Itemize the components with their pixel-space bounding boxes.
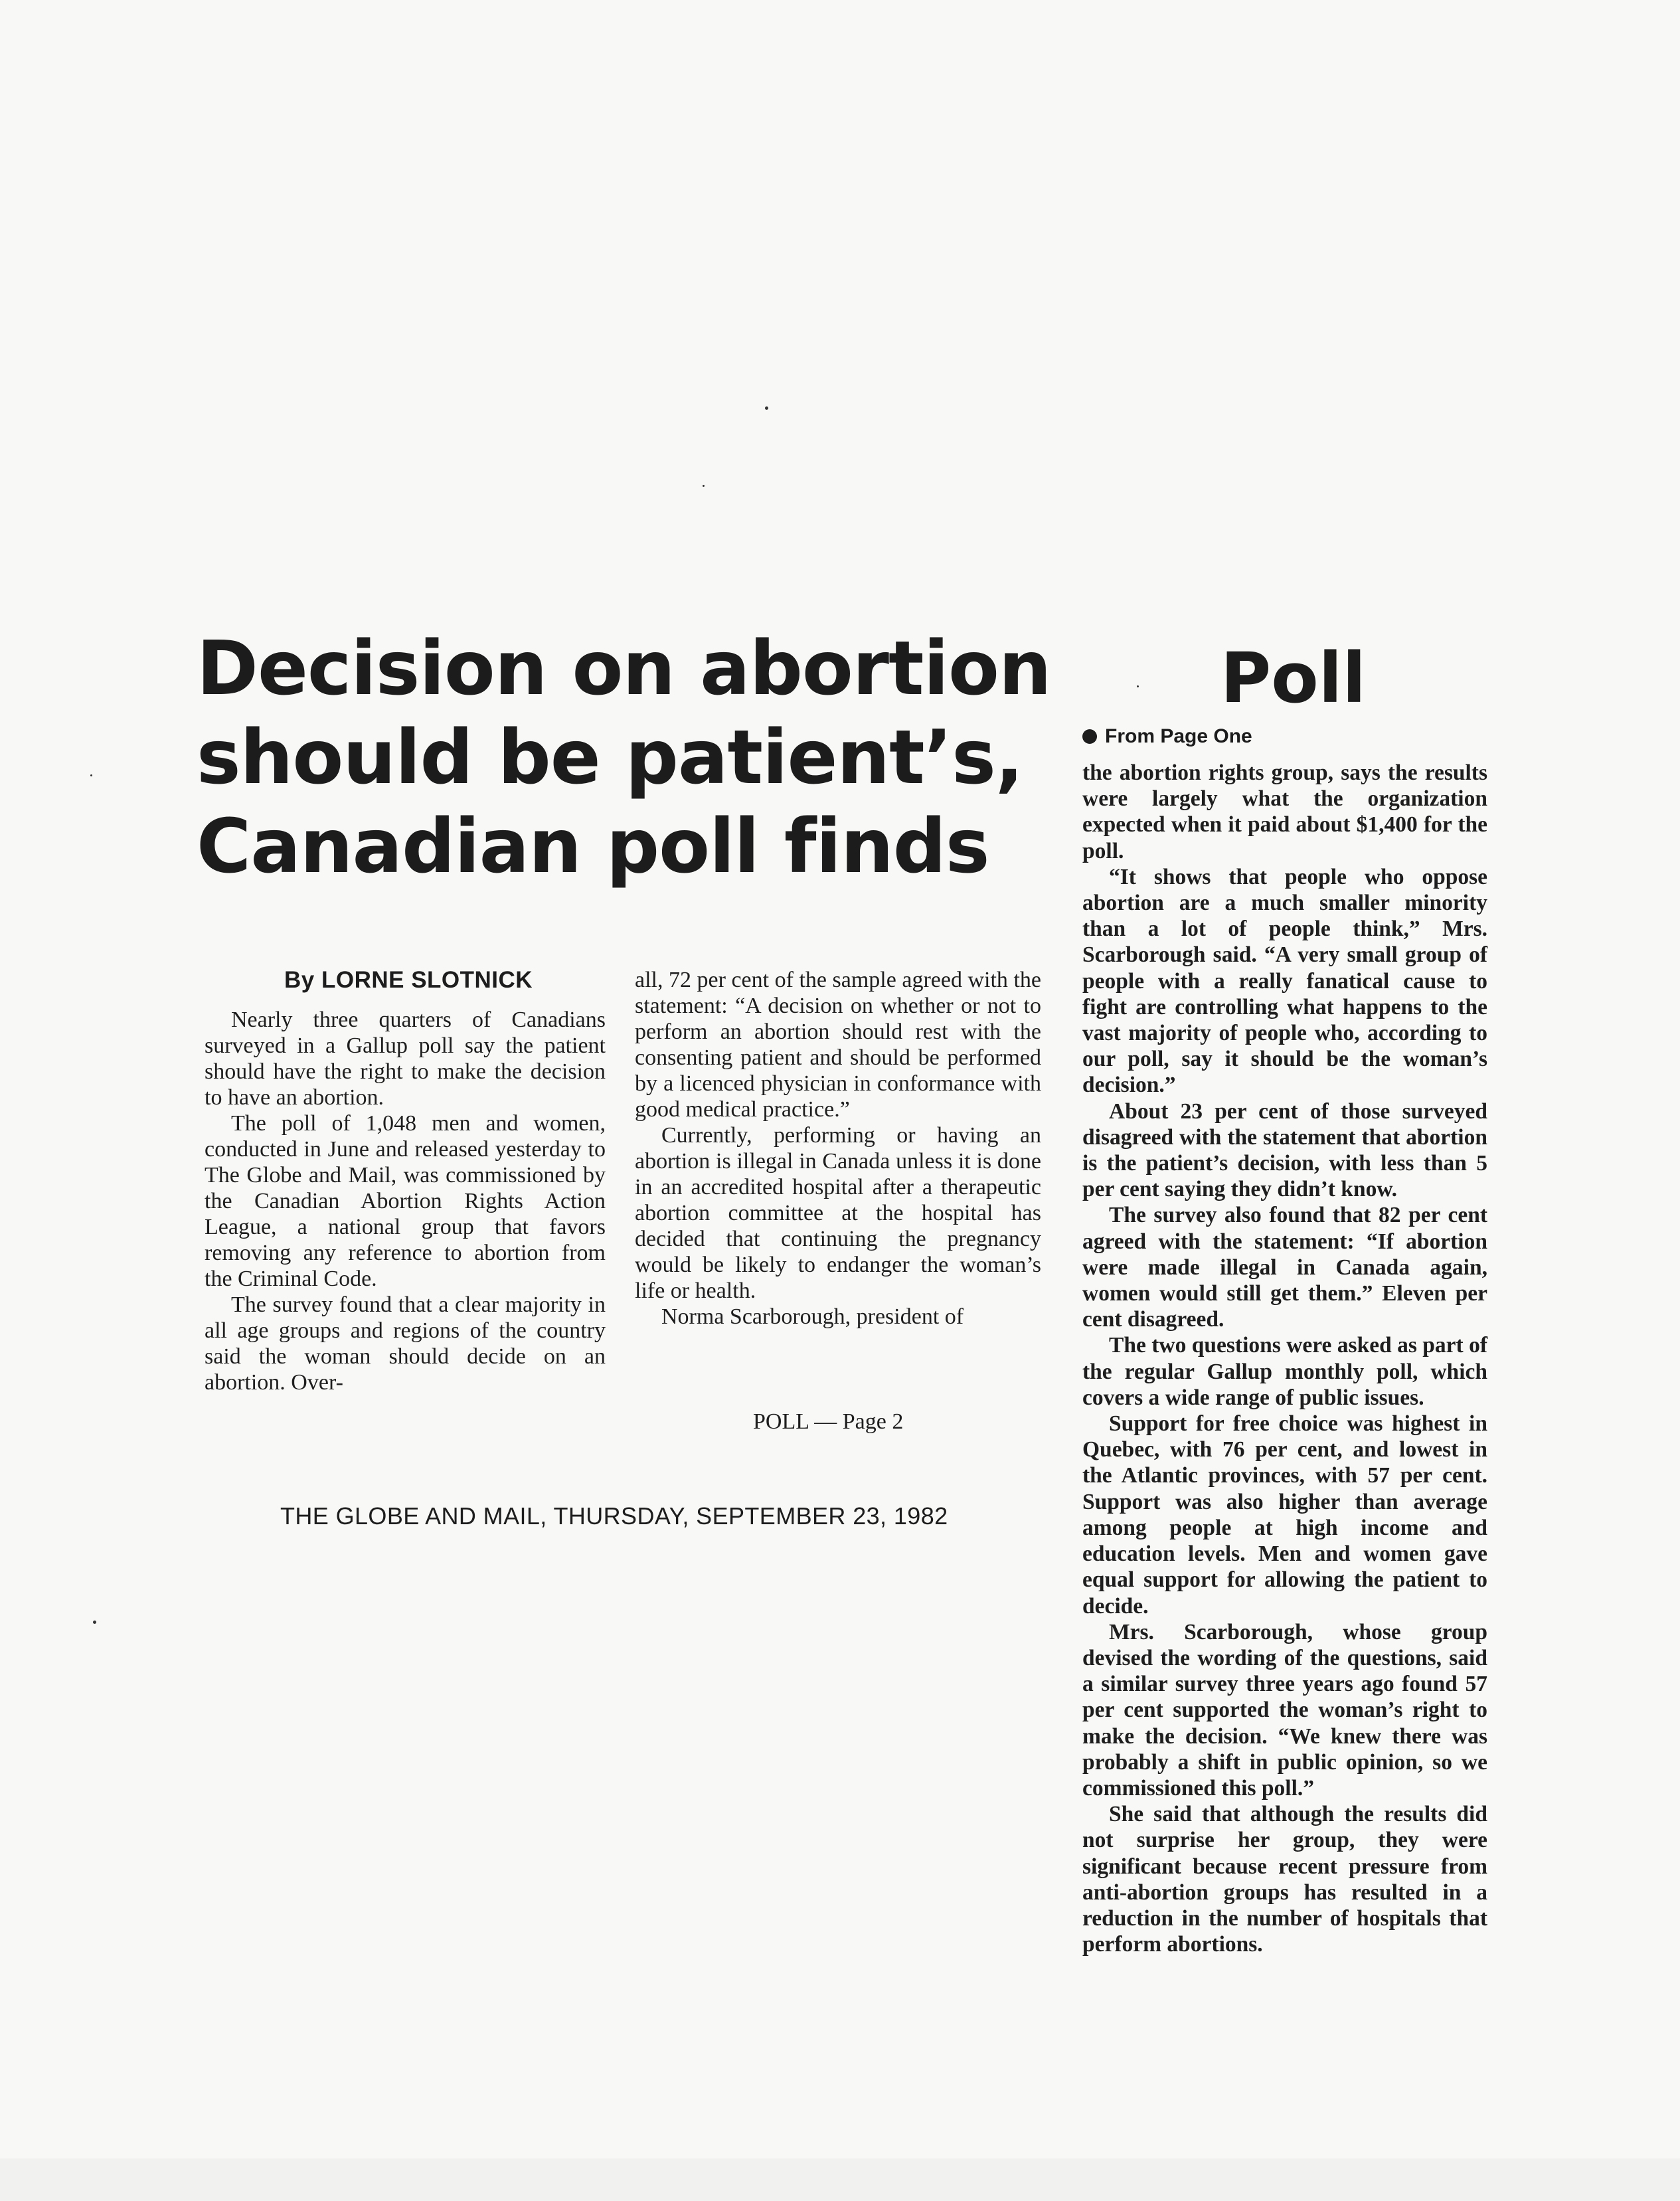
headline: [197, 624, 1060, 891]
paragraph: The survey also found that 82 per cent agreed with the statement: “If abortion were made illegal in Canada again, women would still get them.” Eleven per cent disagreed.: [1082, 1203, 1487, 1332]
paragraph: The survey found that a clear majority in all age groups and regions of the country said the woman should decide on an abortion. Over-: [205, 1292, 606, 1395]
paragraph: the abortion rights group, says the results were largely what the organization expected when it paid about $1,400 for the poll.: [1082, 760, 1487, 863]
dateline: THE GLOBE AND MAIL, THURSDAY, SEPTEMBER 23, 1982: [280, 1502, 948, 1530]
scan-speck: [90, 774, 92, 776]
continuation-title: Poll: [1220, 638, 1366, 719]
from-page-one-label: [1082, 725, 1252, 748]
paragraph: all, 72 per cent of the sample agreed with the statement: “A decision on whether or not to perform an abortion should rest with the consenting patient and should be performed by a licenced physician in conformance with good medical practice.”: [635, 968, 1041, 1122]
paragraph: The two questions were asked as part of the regular Gallup monthly poll, which covers a wide range of public issues.: [1082, 1333, 1487, 1410]
paragraph: Currently, performing or having an abortion is illegal in Canada unless it is done in an accredited hospital after a therapeutic abortion committee at the hospital has decided that continuing the pregnancy would be likely to endanger the woman’s life or health.: [635, 1123, 1041, 1303]
article-column-2: [635, 967, 1041, 1330]
paragraph: Norma Scarborough, president of: [661, 1304, 964, 1329]
headline-line-1: Decision on abortion: [197, 626, 1051, 712]
headline-line-2: should be patient’s,: [197, 715, 1023, 801]
jump-line: POLL — Page 2: [753, 1409, 904, 1434]
paragraph: Mrs. Scarborough, whose group devised the wording of the questions, said a similar survey three years ago found 57 per cent supported the woman’s right to make the decision. “We knew there was probably a shift in public opinion, so we commissioned this poll.”: [1082, 1619, 1487, 1801]
paragraph: Nearly three quarters of Canadians surveyed in a Gallup poll say the patient should have the right to make the decision to have an abortion.: [205, 1008, 606, 1110]
article-column-1: [205, 1007, 606, 1395]
continuation-column: [1082, 760, 1487, 1957]
paragraph: Support for free choice was highest in Quebec, with 76 per cent, and lowest in the Atlantic provinces, with 57 per cent. Support was also higher than average among people at high income and education levels. Men and women gave equal support for allowing the patient to decide.: [1082, 1411, 1487, 1619]
scan-bottom-edge: [0, 2158, 1680, 2201]
byline: By LORNE SLOTNICK: [284, 967, 533, 993]
scan-speck: [1137, 685, 1139, 687]
paragraph: About 23 per cent of those surveyed disagreed with the statement that abortion is the patient’s decision, with less than 5 per cent saying they didn’t know.: [1082, 1099, 1487, 1202]
paragraph: “It shows that people who oppose abortion are a much smaller minority than a lot of people think,” Mrs. Scarborough said. “A very small group of people with a really fanatical cause to fight are controlling what happens to the vast majority of people who, according to our poll, say it should be the woman’s decision.”: [1082, 864, 1487, 1098]
bullet-icon: [1082, 729, 1097, 744]
headline-line-3: Canadian poll finds: [197, 804, 989, 890]
paragraph: The poll of 1,048 men and women, conducted in June and released yesterday to The Globe and Mail, was commissioned by the Canadian Abortion Rights Action League, a national group that favors removing any reference to abortion from the Criminal Code.: [205, 1111, 606, 1291]
scan-speck: [703, 485, 705, 487]
scan-speck: [93, 1621, 96, 1624]
from-page-text: From Page One: [1105, 725, 1252, 747]
paragraph: She said that although the results did not surprise her group, they were significant because recent pressure from anti-abortion groups has resulted in a reduction in the number of hospitals that perform abortions.: [1082, 1802, 1487, 1957]
scan-speck: [765, 406, 768, 410]
